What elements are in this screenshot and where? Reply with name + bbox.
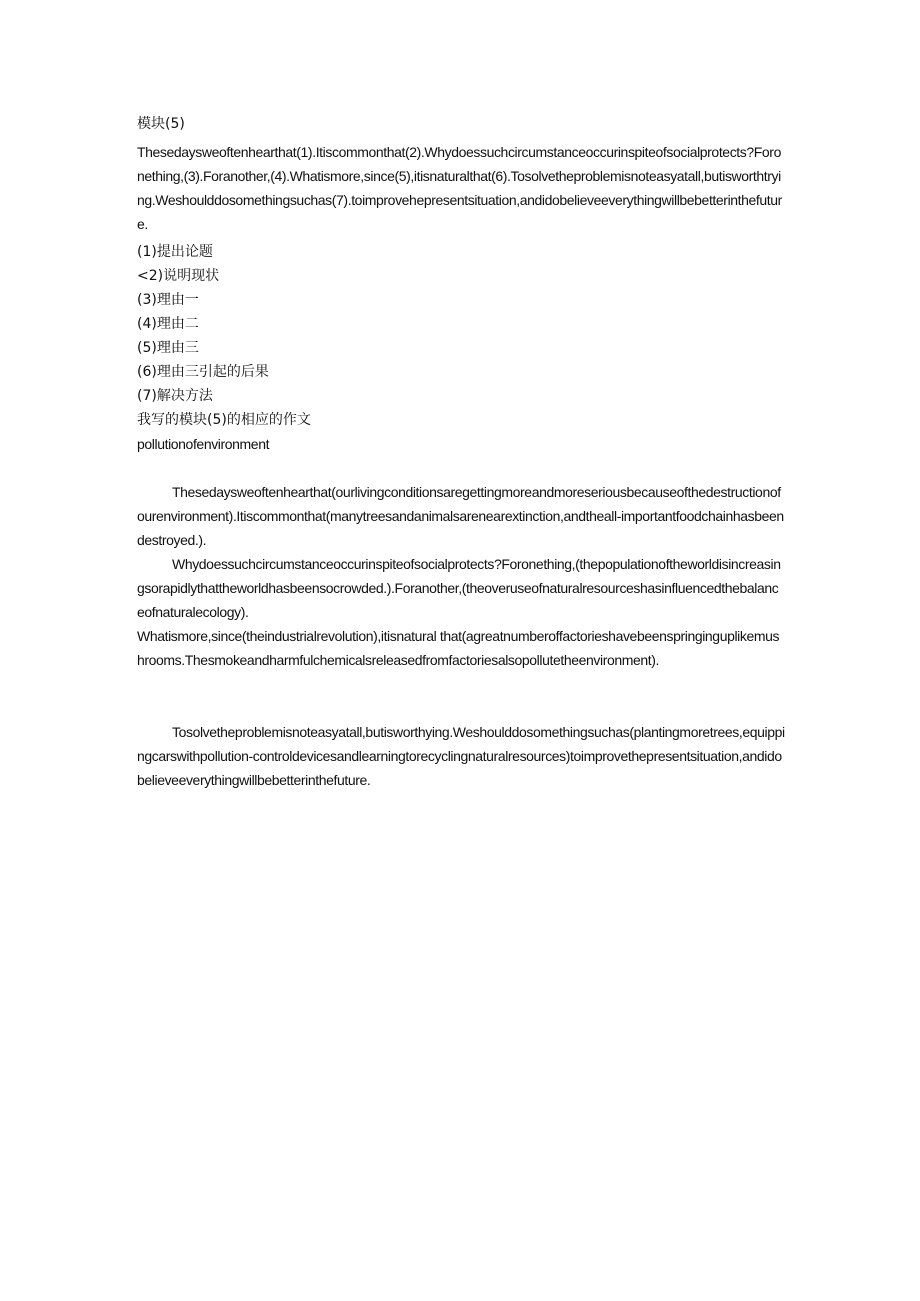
legend-item: (3)理由一 (137, 292, 199, 308)
legend-item: (4)理由二 (137, 316, 199, 332)
template-paragraph: Thesedaysweoftenhearthat(1).Itiscommonthat(2).Whydoessuchcircumstanceoccurinspiteofsocialprotects?Foronething,(3).Foranother,(4).Whatismore,since(5),itisnaturalthat(6).Tosolvetheproblemisnoteasyatall,butisworthtrying.Weshoulddosomethingsuchas(7).toimprovehepresentsituation,andidobelieveeverythingwillbebetterinthefuture. (137, 144, 782, 232)
essay-paragraph-1: Thesedaysweoftenhearthat(ourlivingconditionsaregettingmoreandmoreseriousbecauseofthedestructionofourenvironment).Itiscommonthat(manytreesandanimalsarenearextinction,andtheall-importantfoodchainhasbeendestroyed.). (137, 484, 784, 548)
legend-item: (6)理由三引起的后果 (137, 364, 269, 380)
legend-item: <2)说明现状 (137, 268, 220, 284)
legend-item: (5)理由三 (137, 340, 199, 356)
legend-item: (1)提出论题 (137, 244, 213, 260)
document-body (137, 112, 785, 792)
module-heading: 模块(5) (137, 116, 185, 132)
essay-title: pollutionofenvironment (137, 436, 270, 452)
legend-item: (7)解决方法 (137, 388, 213, 404)
legend-list (137, 240, 785, 408)
essay-paragraph-2: Whydoessuchcircumstanceoccurinspiteofsocialprotects?Foronething,(thepopulationoftheworldisincreasingsorapidlythattheworldhasbeensocrowded.).Foranother,(theoveruseofnaturalresourceshasinfluencedthebalanceofnaturalecology). (137, 556, 781, 620)
essay-paragraph-4: Tosolvetheproblemisnoteasyatall,butisworthying.Weshoulddosomethingsuchas(plantingmoretrees,equippingcarswithpollution-controldevicesandlearningtorecyclingnaturalresources)toimprovethepresentsituation,andidobelieveeverythingwillbebetterinthefuture. (137, 724, 785, 788)
essay-paragraph-3: Whatismore,since(theindustrialrevolution),itisnatural that(agreatnumberoffactorieshavebeenspringinguplikemushrooms.Thesmokeandharmfulchemicalsreleasedfromfactoriesalsopollutetheenvironment). (137, 628, 780, 668)
essay-heading: 我写的模块(5)的相应的作文 (137, 412, 311, 428)
